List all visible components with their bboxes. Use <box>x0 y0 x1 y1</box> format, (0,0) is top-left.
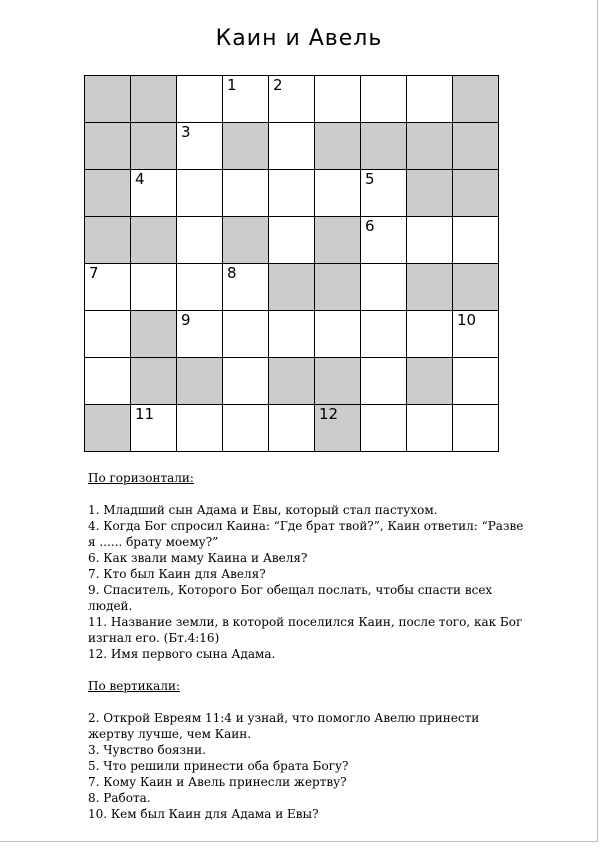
grid-block-cell <box>315 217 361 264</box>
grid-letter-cell[interactable] <box>315 170 361 217</box>
grid-block-cell <box>131 123 177 170</box>
grid-block-cell <box>407 123 453 170</box>
grid-letter-cell[interactable] <box>453 217 499 264</box>
grid-letter-cell[interactable] <box>315 76 361 123</box>
across-clue: 7. Кто был Каин для Авеля? <box>88 567 266 581</box>
grid-block-cell <box>85 123 131 170</box>
grid-block-cell <box>131 217 177 264</box>
down-clue: 7. Кому Каин и Авель принесли жертву? <box>88 775 347 789</box>
clue-number: 10 <box>457 311 477 329</box>
grid-letter-cell[interactable] <box>177 76 223 123</box>
grid-letter-cell[interactable] <box>223 264 269 311</box>
grid-letter-cell[interactable] <box>453 405 499 452</box>
grid-block-cell <box>85 76 131 123</box>
grid-letter-cell[interactable] <box>177 311 223 358</box>
grid-block-cell <box>407 358 453 405</box>
grid-letter-cell[interactable] <box>269 405 315 452</box>
grid-letter-cell[interactable] <box>407 217 453 264</box>
clue-number: 11 <box>135 405 155 423</box>
across-clue: 12. Имя первого сына Адама. <box>88 647 276 661</box>
grid-block-cell <box>223 217 269 264</box>
down-clue: 3. Чувство боязни. <box>88 743 206 757</box>
grid-letter-cell[interactable] <box>407 76 453 123</box>
down-clue-list <box>88 710 528 822</box>
down-clue: 2. Открой Евреям 11:4 и узнай, что помогло Авелю принести жертву лучше, чем Каин. <box>88 711 480 741</box>
grid-letter-cell[interactable] <box>361 264 407 311</box>
grid-letter-cell[interactable] <box>131 405 177 452</box>
grid-block-cell <box>315 123 361 170</box>
across-clue: 11. Название земли, в которой поселился Каин, после того, как Бог изгнал его. (Бт.4:16) <box>88 615 523 645</box>
grid-letter-cell[interactable] <box>269 76 315 123</box>
grid-block-cell <box>131 76 177 123</box>
across-clue: 4. Когда Бог спросил Каина: “Где брат твой?”, Каин ответил: “Разве я ...... брату моему?” <box>88 519 524 549</box>
grid-letter-cell[interactable] <box>361 217 407 264</box>
grid-letter-cell[interactable] <box>85 358 131 405</box>
grid-block-cell <box>177 358 223 405</box>
grid-block-cell <box>453 264 499 311</box>
grid-letter-cell[interactable] <box>85 311 131 358</box>
clue-number: 9 <box>181 311 191 329</box>
grid-letter-cell[interactable] <box>223 170 269 217</box>
grid-block-cell <box>407 264 453 311</box>
grid-letter-cell[interactable] <box>453 358 499 405</box>
across-clue: 1. Младший сын Адама и Евы, который стал пастухом. <box>88 503 438 517</box>
grid-block-cell <box>407 170 453 217</box>
clue-number: 4 <box>135 170 145 188</box>
grid-letter-cell[interactable] <box>361 405 407 452</box>
grid-letter-cell[interactable] <box>361 311 407 358</box>
clue-number: 5 <box>365 170 375 188</box>
clue-number: 3 <box>181 123 191 141</box>
clue-number: 7 <box>89 264 99 282</box>
spacer <box>88 694 528 710</box>
grid-letter-cell[interactable] <box>223 358 269 405</box>
grid-block-cell <box>315 264 361 311</box>
grid-letter-cell[interactable] <box>407 405 453 452</box>
grid-letter-cell[interactable] <box>223 311 269 358</box>
spacer <box>88 662 528 678</box>
grid-letter-cell[interactable] <box>131 264 177 311</box>
spacer <box>88 486 528 502</box>
grid-letter-cell[interactable] <box>223 76 269 123</box>
grid-block-cell <box>131 358 177 405</box>
down-clue: 5. Что решили принести оба брата Богу? <box>88 759 349 773</box>
grid-letter-cell[interactable] <box>177 264 223 311</box>
grid-letter-cell[interactable] <box>269 217 315 264</box>
grid-block-cell <box>453 123 499 170</box>
across-clue: 9. Спаситель, Которого Бог обещал послать, чтобы спасти всех людей. <box>88 583 493 613</box>
grid-letter-cell[interactable] <box>315 311 361 358</box>
grid-block-cell <box>361 123 407 170</box>
crossword-grid <box>84 75 499 452</box>
grid-block-cell <box>223 123 269 170</box>
grid-block-cell <box>269 358 315 405</box>
clue-number: 12 <box>319 405 339 423</box>
across-clue-list <box>88 502 528 662</box>
grid-block-cell <box>85 405 131 452</box>
across-clue: 6. Как звали маму Каина и Авеля? <box>88 551 308 565</box>
grid-letter-cell[interactable] <box>177 217 223 264</box>
grid-letter-cell[interactable] <box>453 311 499 358</box>
grid-letter-cell[interactable] <box>269 311 315 358</box>
clues-section <box>88 470 528 822</box>
clue-number: 2 <box>273 76 283 94</box>
grid-letter-cell[interactable] <box>269 170 315 217</box>
grid-block-cell <box>453 76 499 123</box>
grid-letter-cell[interactable] <box>361 76 407 123</box>
down-clue: 8. Работа. <box>88 791 151 805</box>
grid-letter-cell[interactable] <box>177 123 223 170</box>
across-heading: По горизонтали: <box>88 471 194 485</box>
down-clue: 10. Кем был Каин для Адама и Евы? <box>88 807 319 821</box>
grid-block-cell <box>315 405 361 452</box>
clue-number: 1 <box>227 76 237 94</box>
clue-number: 8 <box>227 264 237 282</box>
grid-letter-cell[interactable] <box>407 311 453 358</box>
grid-block-cell <box>315 358 361 405</box>
grid-block-cell <box>85 170 131 217</box>
grid-letter-cell[interactable] <box>85 264 131 311</box>
page-title: Каин и Авель <box>215 26 383 51</box>
down-heading: По вертикали: <box>88 679 180 693</box>
grid-block-cell <box>85 217 131 264</box>
clue-number: 6 <box>365 217 375 235</box>
grid-letter-cell[interactable] <box>177 170 223 217</box>
grid-block-cell <box>269 264 315 311</box>
grid-letter-cell[interactable] <box>177 405 223 452</box>
grid-letter-cell[interactable] <box>269 123 315 170</box>
grid-block-cell <box>131 311 177 358</box>
grid-letter-cell[interactable] <box>361 170 407 217</box>
grid-letter-cell[interactable] <box>223 405 269 452</box>
grid-block-cell <box>453 170 499 217</box>
grid-letter-cell[interactable] <box>131 170 177 217</box>
grid-letter-cell[interactable] <box>361 358 407 405</box>
